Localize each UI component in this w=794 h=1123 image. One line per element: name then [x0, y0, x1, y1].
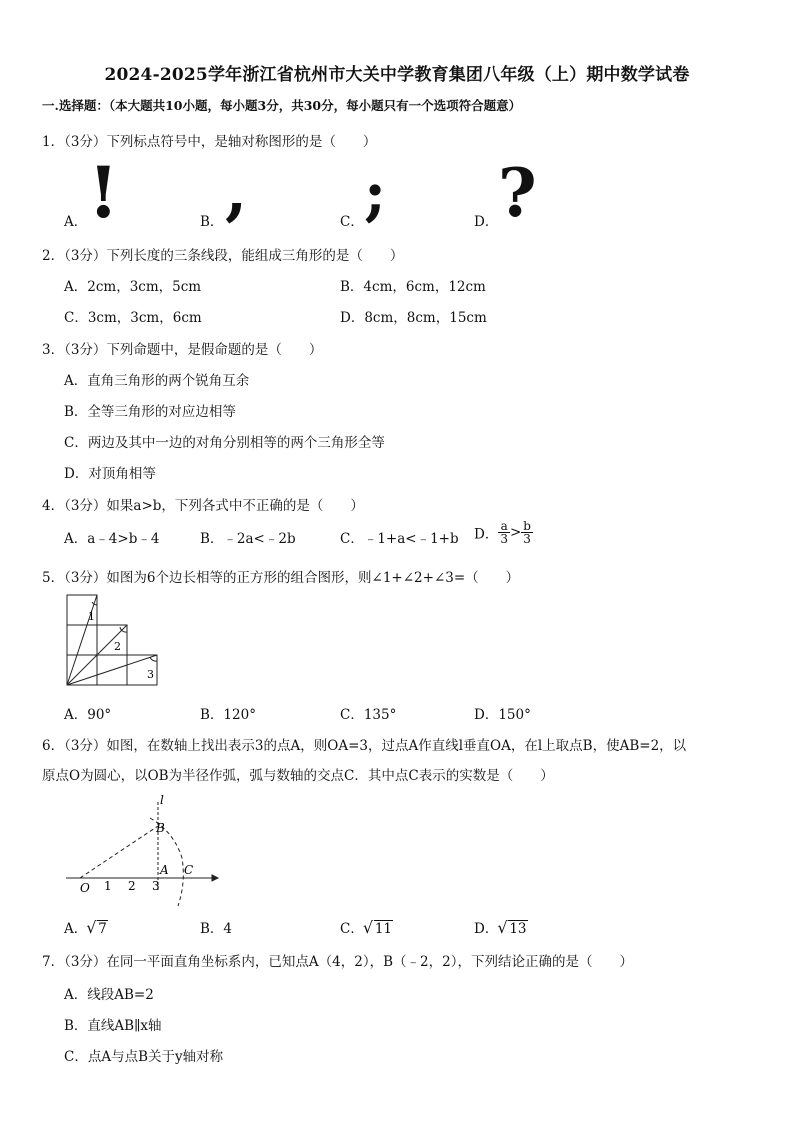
q6-option-d-radicand: 13: [509, 921, 527, 937]
q2-stem: 2．（3分）下列长度的三条线段，能组成三角形的是（ ）: [42, 248, 404, 264]
q6-stem-line1: 6．（3分）如图，在数轴上找出表示3的点A，则OA=3，过点A作直线l垂直OA，在l上取点B，使AB=2，以: [42, 738, 687, 754]
q4-stem: 4．（3分）如果a>b，下列各式中不正确的是（ ）: [42, 498, 364, 514]
q6-option-d-label: D．: [474, 921, 499, 937]
q4-option-d-label: D．: [474, 526, 499, 543]
q4-fraction-b-over-3: [521, 520, 533, 545]
q5-angle-label-2: 2: [114, 640, 121, 653]
q6-label-o: O: [80, 881, 90, 895]
q2-option-b[interactable]: B．4cm，6cm，12cm: [340, 279, 486, 295]
q6-tick-2: 2: [128, 879, 136, 893]
q3-option-a[interactable]: A．直角三角形的两个锐角互余: [64, 373, 250, 389]
q1-option-a[interactable]: [64, 210, 87, 230]
q5-stem: 5．（3分）如图为6个边长相等的正方形的组合图形，则∠1+∠2+∠3=（ ）: [42, 570, 520, 586]
q1-option-c-label: C．: [340, 214, 364, 230]
q5-angle-label-1: 1: [88, 610, 95, 623]
q6-option-c-radicand: 11: [374, 921, 393, 937]
q1-option-b-symbol: ,: [225, 154, 248, 229]
q4-frac-num-b: b: [523, 519, 531, 533]
q6-option-a[interactable]: [64, 917, 108, 937]
q4-option-c[interactable]: C．﹣1+a<﹣1+b: [340, 531, 459, 547]
q6-label-c: C: [184, 863, 194, 877]
q6-stem-line2: 原点O为圆心，以OB为半径作弧，弧与数轴的交点C．其中点C表示的实数是（ ）: [42, 768, 554, 784]
q4-option-a[interactable]: A．a﹣4>b﹣4: [64, 531, 160, 547]
q5-option-a[interactable]: A．90°: [64, 707, 112, 723]
q4-d-operator: >: [509, 524, 522, 541]
q6-option-a-label: A．: [64, 921, 88, 937]
q6-tick-1: 1: [104, 879, 112, 893]
q4-option-b[interactable]: B．﹣2a<﹣2b: [200, 531, 296, 547]
q1-option-b-label: B．: [200, 214, 224, 230]
q4-fraction-a-over-3: [498, 520, 510, 545]
q6-label-a: A: [160, 863, 169, 877]
q7-option-b[interactable]: B．直线AB∥x轴: [64, 1018, 162, 1034]
q3-option-b[interactable]: B．全等三角形的对应边相等: [64, 404, 236, 420]
q2-option-c[interactable]: C．3cm，3cm，6cm: [64, 310, 202, 326]
q6-option-d[interactable]: [474, 917, 528, 937]
q6-option-d-sqrt: [498, 921, 527, 937]
exam-title: 2024-2025学年浙江省杭州市大关中学教育集团八年级（上）期中数学试卷: [104, 65, 690, 85]
q6-label-b: B: [156, 821, 165, 835]
q1-option-d[interactable]: [474, 210, 498, 230]
q6-numberline-figure: [66, 792, 226, 908]
q1-option-c[interactable]: [340, 210, 364, 230]
q4-option-d[interactable]: [474, 520, 533, 545]
q6-option-c-label: C．: [340, 921, 364, 937]
q5-option-c[interactable]: C．135°: [340, 707, 397, 723]
q7-stem: 7．（3分）在同一平面直角坐标系内，已知点A（4，2），B（﹣2，2），下列结论正确的是（ ）: [42, 954, 633, 970]
q3-option-c[interactable]: C．两边及其中一边的对角分别相等的两个三角形全等: [64, 435, 385, 451]
q5-squares-figure: [66, 594, 166, 690]
q4-frac-num-a: a: [498, 520, 510, 533]
q5-angle-label-3: 3: [147, 668, 154, 681]
q6-tick-3: 3: [152, 879, 160, 893]
q7-option-a[interactable]: A．线段AB=2: [64, 987, 154, 1003]
q6-label-l: l: [160, 793, 164, 807]
q6-option-b[interactable]: B．4: [200, 921, 233, 937]
q5-option-d[interactable]: D．150°: [474, 707, 531, 723]
q6-option-a-sqrt: [87, 921, 108, 937]
q7-option-c[interactable]: C．点A与点B关于y轴对称: [64, 1049, 224, 1065]
q3-stem: 3．（3分）下列命题中，是假命题的是（ ）: [42, 342, 323, 358]
q4-frac-den-b: 3: [523, 532, 531, 546]
q1-option-c-symbol: ;: [364, 159, 387, 229]
q5-option-b[interactable]: B．120°: [200, 707, 256, 723]
q6-option-c[interactable]: [340, 917, 393, 937]
q2-option-d[interactable]: D．8cm，8cm，15cm: [340, 310, 487, 326]
q1-option-d-symbol: ?: [498, 154, 537, 232]
q1-option-b[interactable]: [200, 210, 223, 230]
q1-stem: 1．（3分）下列标点符号中，是轴对称图形的是（ ）: [42, 134, 377, 150]
q2-option-a[interactable]: A．2cm，3cm，5cm: [64, 279, 202, 295]
q1-option-d-label: D．: [474, 214, 499, 230]
q4-frac-den-a: 3: [500, 532, 508, 546]
section-heading: 一.选择题：（本大题共10小题，每小题3分，共30分，每小题只有一个选项符合题意）: [42, 98, 522, 113]
q1-option-a-symbol: !: [88, 151, 119, 234]
q6-option-c-sqrt: [364, 921, 393, 937]
q3-option-d[interactable]: D．对顶角相等: [64, 466, 156, 482]
q6-option-a-radicand: 7: [98, 921, 107, 937]
q1-option-a-label: A．: [64, 214, 88, 230]
